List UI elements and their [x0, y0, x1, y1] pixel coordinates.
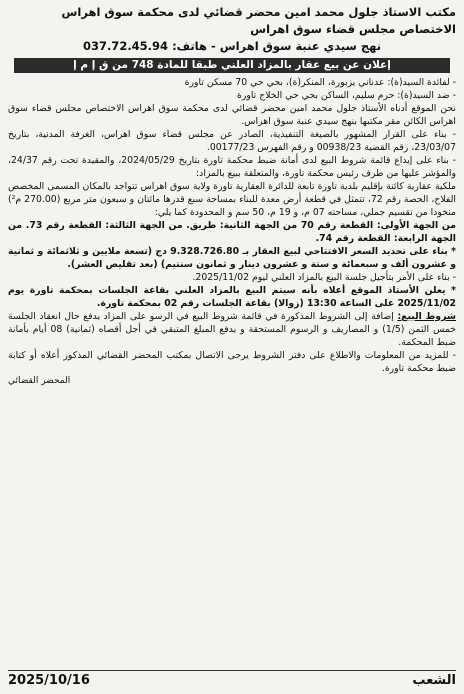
opening-price-paragraph: * بناء على تحديد السعر الافتتاحي لبيع العقار بـ 9.328.726.80 دج (تسعة ملايين و ثلاثمائة و ثمانية و عشرون ألف و سبعمائة و ستة و عشرون دينار و ثمانون سنتيم) (بعد تقليص العشر). — [8, 246, 457, 270]
office-header — [8, 4, 456, 55]
defendant-line: - ضد السيد(ة): حرم سليم، الساكن بحي حي الخلاج تاورة — [237, 90, 456, 101]
announcement-banner: إعلان عن بيع عقار بالمزاد العلني طبقا للمادة 748 من ق إ م إ — [14, 58, 450, 73]
newspaper-name: الشعب — [412, 673, 456, 688]
office-name-line: مكتب الاستاذ جلول محمد امين محضر قضائي لدى محكمة سوق اهراس — [61, 5, 456, 19]
deposit-paragraph: - بناء على إيداع قائمة شروط البيع لدى أمانة ضبط محكمة تاورة بتاريخ 2024/05/29، والمقيدة تحت رقم 24/37، والمؤشر عليها من طرف رئيس محكمة تاورة، والمتعلقة ببيع بالمزاد: — [8, 155, 456, 179]
sale-conditions-text: إضافة إلى الشروط المذكورة في قائمة شروط البيع في الرسو على المزاد يدفع حال انعقاد الجلسة خمس الثمن (1/5) و المصاريف و الرسوم المستحقة و يدفع المبلغ المتبقي في أجل أقصاه (ثمانية) 08 أيام بأمانة ضبط المحكمة. — [8, 311, 456, 348]
boundaries-paragraph: من الجهة الأولى: القطعة رقم 70 من الجهة الثانية: طريق. من الجهة الثالثة: القطعة رقم 73. من الجهة الرابعة: القطعة رقم 74. — [8, 220, 456, 244]
sale-conditions-title: شروط البيع: — [397, 311, 456, 322]
info-paragraph: - للمزيد من المعلومات والاطلاع على دفتر الشروط يرجى الاتصال بمكتب المحضر القضائي المذكور أعلاه أو كتابة ضبط محكمة تاورة. — [8, 350, 456, 374]
postponement-paragraph: - بناء على الأمر بتأجيل جلسة البيع بالمزاد العلني ليوم 2025/11/02. — [192, 272, 456, 283]
signature-label: المحضر القضائي — [8, 376, 71, 386]
property-description: ملكية عقارية كائنة بإقليم بلدية تاورة تابعة للدائرة العقارية تاورة ولاية سوق اهراس تتواجد بالمكان المسمى المخصص الفلاح، الحصة رقم 72، تتمثل في قطعة أرض معدة للبناء بمساحة سبع قدرها مائتان و سبعون متر مربع (270.00 م²) منخوذا من تقسيم جملي، مساحته 07 م، و 19 م، 50 سم و المحدودة كما يلي: — [8, 181, 456, 218]
intro-paragraph: نحن الموقع أدناه الأستاذ جلول محمد امين محضر قضائي لدى محكمة سوق اهراس الاختصاص مجلس قضاء سوق اهراس الكائن مقر مكتبها بنهج سيدي عنبة سوق اهراس. — [8, 103, 456, 127]
address-phone-line: نهج سيدي عنبة سوق اهراس - هاتف: 037.72.45.94 — [82, 39, 382, 53]
publication-date: 2025/10/16 — [8, 673, 90, 688]
auction-date-paragraph: * يعلن الأستاذ الموقع أعلاه بأنه سيتم البيع بالمزاد العلني بقاعة الجلسات بمحكمة تاورة يوم 2025/11/02 على الساعة 13:30 (زوالا) بقاعة الجلسات رقم 02 بمحكمة تاورة. — [8, 285, 456, 309]
judgment-paragraph: - بناء على القرار المشهور بالصيغة التنفيذية، الصادر عن مجلس قضاء سوق اهراس، الغرفة المدنية، بتاريخ 23/03/07، رقم القضية 00938/23 و رقم الفهرس 00177/23. — [8, 129, 456, 153]
beneficiary-line: - لفائدة السيد(ة): عدناني يزبورة، المنكر(ة)، بحي حي 70 مسكن تاورة — [184, 77, 456, 88]
sale-conditions — [8, 310, 456, 349]
newspaper-footer — [8, 670, 456, 690]
signature-row — [8, 375, 456, 388]
jurisdiction-line: الاختصاص مجلس قضاء سوق اهراس — [250, 22, 456, 36]
